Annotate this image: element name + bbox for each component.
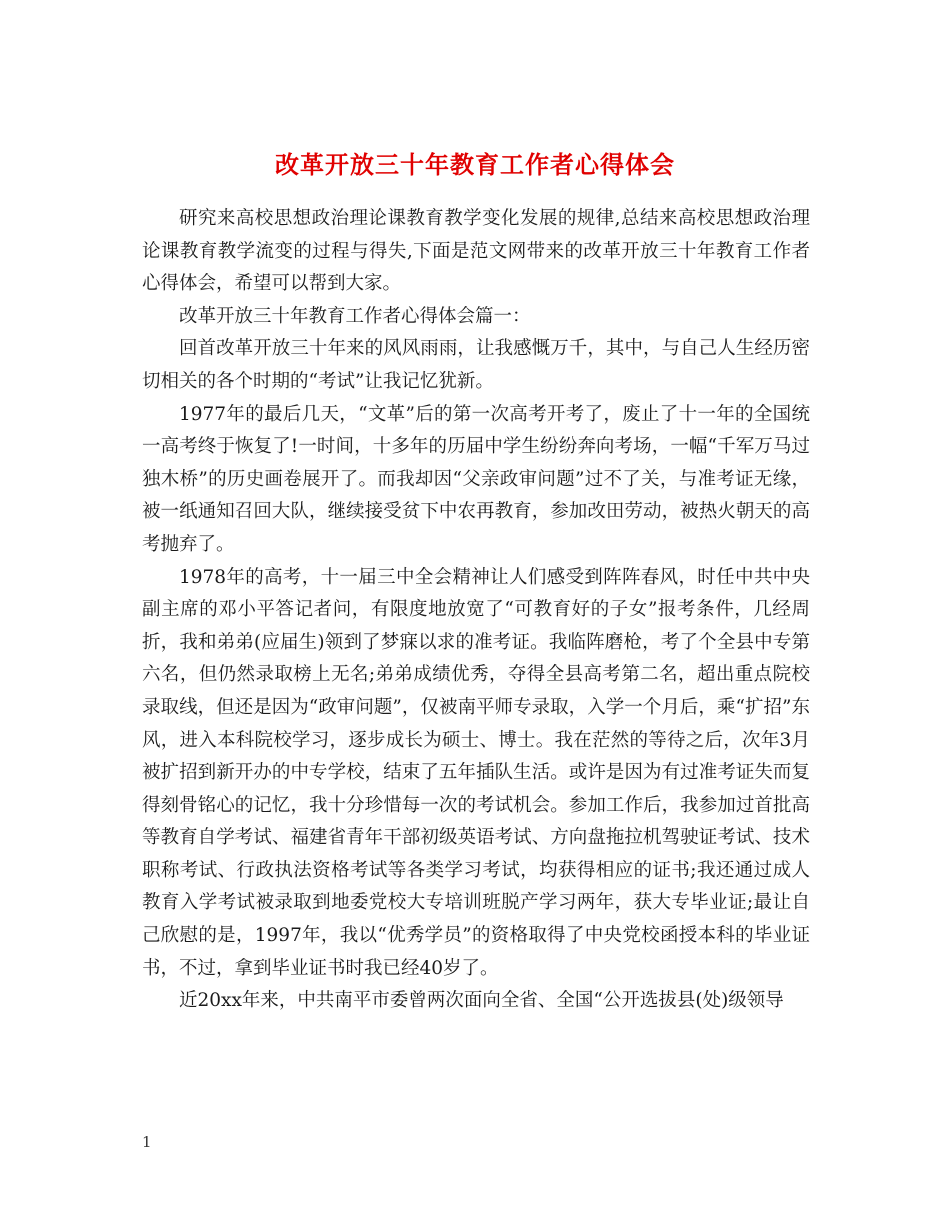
- paragraph-intro: 研究来高校思想政治理论课教育教学变化发展的规律,总结来高校思想政治理论课教育教学流变的过程与得失,下面是范文网带来的改革开放三十年教育工作者心得体会，希望可以帮到大家。: [142, 208, 810, 295]
- page-number: 1: [142, 1133, 152, 1151]
- paragraph-recent: 近20xx年来，中共南平市委曾两次面向全省、全国“公开选拔县(处)级领导: [179, 990, 784, 1012]
- paragraph-1978: 1978年的高考，十一届三中全会精神让人们感受到阵阵春风，时任中共中央副主席的邓小平答记者问，有限度地放宽了“可教育好的子女”报考条件，几经周折，我和弟弟(应届生)领到了梦寐以求的准考证。我临阵磨枪，考了个全县中专第六名，但仍然录取榜上无名;弟弟成绩优秀，夺得全县高考第二名，超出重点院校录取线，但还是因为“政审问题”，仅被南平师专录取，入学一个月后，乘“扩招”东风，进入本科院校学习，逐步成长为硕士、博士。我在茫然的等待之后，次年3月被扩招到新开办的中专学校，结束了五年插队生活。或许是因为有过准考证失而复得刻骨铭心的记忆，我十分珍惜每一次的考试机会。参加工作后，我参加过首批高等教育自学考试、福建省青年干部初级英语考试、方向盘拖拉机驾驶证考试、技术职称考试、行政执法资格考试等各类学习考试，均获得相应的证书;我还通过成人教育入学考试被录取到地委党校大专培训班脱产学习两年，获大专毕业证;最让自己欣慰的是，1997年，我以“优秀学员”的资格取得了中央党校函授本科的毕业证书，不过，拿到毕业证书时我已经40岁了。: [142, 566, 810, 979]
- paragraph-1977: 1977年的最后几天，“文革”后的第一次高考开考了，废止了十一年的全国统一高考终于恢复了!一时间，十多年的历届中学生纷纷奔向考场，一幅“千军万马过独木桥”的历史画卷展开了。而我却因“父亲政审问题”过不了关，与准考证无缘，被一纸通知召回大队，继续接受贫下中农再教育，参加改田劳动，被热火朝天的高考抛弃了。: [142, 403, 810, 555]
- paragraph-recall: 回首改革开放三十年来的风风雨雨，让我感慨万千，其中，与自己人生经历密切相关的各个时期的“考试”让我记忆犹新。: [142, 338, 810, 392]
- document-body: [142, 203, 810, 1018]
- paragraph-section-heading: 改革开放三十年教育工作者心得体会篇一：: [179, 305, 531, 327]
- document-title: 改革开放三十年教育工作者心得体会: [275, 150, 675, 180]
